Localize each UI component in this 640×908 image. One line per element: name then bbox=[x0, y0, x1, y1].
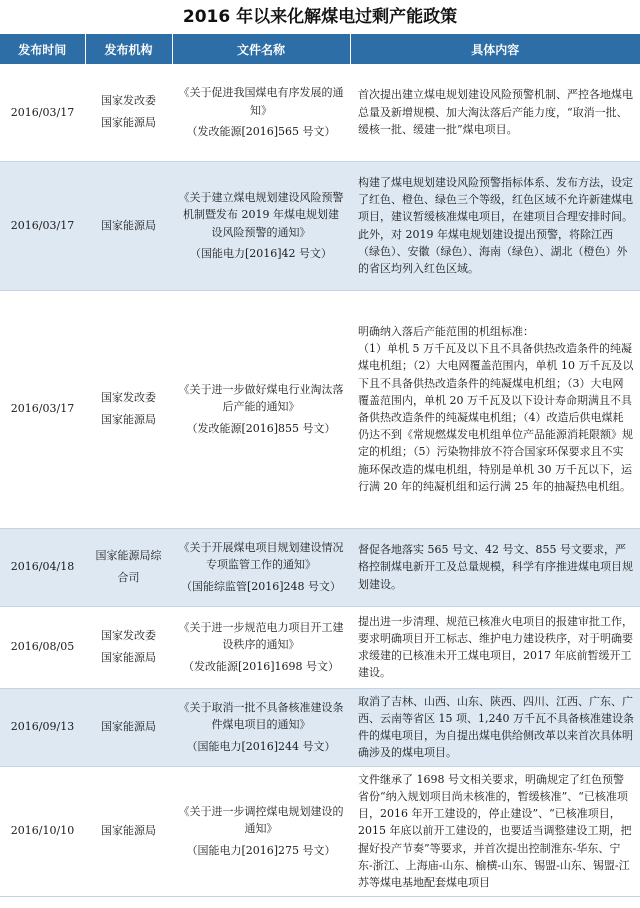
cell-content bbox=[350, 161, 640, 290]
file-number: （发改能源[2016]855 号文） bbox=[186, 421, 336, 435]
cell-file bbox=[172, 688, 350, 766]
table-row bbox=[0, 688, 640, 766]
file-name: 《关于开展煤电项目规划建设情况专项监管工作的通知》 bbox=[178, 541, 344, 572]
policy-table bbox=[0, 34, 640, 897]
content-paragraph: （1）单机 5 万千瓦及以下且不具备供热改造条件的纯凝煤电机组；（2）大电网覆盖范围内，单机 10 万千瓦及以下且不具备供热改造条件的纯凝煤电机组；（3）大电网覆盖范围内，单机 20 万千瓦及以下设计寿命期满且不具备供热改造条件的纯凝煤电机组；（4）改造后供电煤耗仍达不到《常规燃煤发电机组单位产品能源消耗限额》规定的机组；（5）污染物排放不符合国家环保要求且不实施环保改造的煤电机组，特别是单机 30 万千瓦以下，运行满 20 年的纯凝机组和运行满 25 年的抽凝热电机组。 bbox=[358, 342, 634, 493]
file-name: 《关于促进我国煤电有序发展的通知》 bbox=[178, 86, 344, 117]
content-paragraph: 文件继承了 1698 号文相关要求，明确规定了红色预警省份“纳入规划项目尚未核准的，暂缓核准”、“已核准项目，2016 年开工建设的，停止建设”、“已核准项目，2015 年底以前开工建设的，也要适当调整建设工期，把握好投产节奏”等要求，并首次提出控制淮东-华东、宁东-浙江、上海庙-山东、榆横-山东、锡盟-山东、锡盟-江苏等煤电基地配套煤电项目 bbox=[358, 772, 632, 889]
file-number: （发改能源[2016]1698 号文） bbox=[182, 659, 340, 673]
file-number: （国能综监管[2016]248 号文） bbox=[180, 579, 342, 593]
cell-content bbox=[350, 64, 640, 161]
cell-org: 国家能源局 bbox=[85, 688, 172, 766]
cell-date: 2016/04/18 bbox=[0, 528, 85, 606]
cell-date: 2016/03/17 bbox=[0, 64, 85, 161]
cell-file bbox=[172, 290, 350, 528]
column-header-date: 发布时间 bbox=[0, 34, 85, 64]
cell-content bbox=[350, 290, 640, 528]
cell-date: 2016/03/17 bbox=[0, 290, 85, 528]
cell-content bbox=[350, 688, 640, 766]
table-row bbox=[0, 606, 640, 688]
cell-content bbox=[350, 606, 640, 688]
cell-file bbox=[172, 161, 350, 290]
content-paragraph: 构建了煤电规划建设风险预警指标体系、发布方法，设定了红色、橙色、绿色三个等级，红色区域不允许新建煤电项目，建议暂缓核准煤电项目，在建项目合理安排时间。此外，对 2019 年煤电规划建设提出预警，将除江西（绿色）、安徽（绿色）、海南（绿色）、湖北（橙色）外的省区均列入红色区域。 bbox=[358, 175, 633, 275]
content-paragraph: 取消了吉林、山西、山东、陕西、四川、江西、广东、广西、云南等省区 15 项、1,240 万千瓦不具备核准建设条件的煤电项目，为自提出煤电供给侧改革以来首次具体明确涉及的煤电项目。 bbox=[358, 694, 634, 760]
cell-org: 国家能源局 bbox=[85, 766, 172, 896]
file-name: 《关于建立煤电规划建设风险预警机制暨发布 2019 年煤电规划建设风险预警的通知》 bbox=[178, 191, 344, 239]
cell-org: 国家能源局综 合司 bbox=[85, 528, 172, 606]
cell-org: 国家发改委 国家能源局 bbox=[85, 64, 172, 161]
file-number: （发改能源[2016]565 号文） bbox=[186, 124, 336, 138]
cell-file bbox=[172, 528, 350, 606]
cell-date: 2016/09/13 bbox=[0, 688, 85, 766]
cell-org: 国家发改委 国家能源局 bbox=[85, 606, 172, 688]
table-row bbox=[0, 64, 640, 161]
cell-file bbox=[172, 64, 350, 161]
cell-file bbox=[172, 606, 350, 688]
file-number: （国能电力[2016]244 号文） bbox=[186, 739, 336, 753]
content-paragraph: 提出进一步清理、规范已核准火电项目的报建审批工作，要求明确项目开工标志、维护电力建设秩序，对于明确要求缓建的已核准未开工煤电项目，2017 年底前暂缓开工建设。 bbox=[358, 614, 633, 680]
cell-file bbox=[172, 766, 350, 896]
table-row bbox=[0, 766, 640, 896]
content-paragraph: 首次提出建立煤电规划建设风险预警机制、严控各地煤电总量及新增规模、加大淘汰落后产能力度，“取消一批、缓核一批、缓建一批”煤电项目。 bbox=[358, 88, 633, 136]
cell-content bbox=[350, 766, 640, 896]
table-row bbox=[0, 161, 640, 290]
file-name: 《关于取消一批不具备核准建设条件煤电项目的通知》 bbox=[178, 701, 344, 732]
content-paragraph: 督促各地落实 565 号文、42 号文、855 号文要求，严格控制煤电新开工及总量规模，科学有序推进煤电项目规划建设。 bbox=[358, 543, 633, 591]
cell-org: 国家能源局 bbox=[85, 161, 172, 290]
table-header-row bbox=[0, 34, 640, 64]
file-number: （国能电力[2016]42 号文） bbox=[189, 246, 333, 260]
file-name: 《关于进一步规范电力项目开工建设秩序的通知》 bbox=[178, 621, 344, 652]
page-title: 2016 年以来化解煤电过剩产能政策 bbox=[182, 7, 458, 27]
table-row bbox=[0, 528, 640, 606]
cell-content bbox=[350, 528, 640, 606]
table-row bbox=[0, 290, 640, 528]
file-name: 《关于进一步调控煤电规划建设的通知》 bbox=[178, 805, 344, 836]
file-name: 《关于进一步做好煤电行业淘汰落后产能的通知》 bbox=[178, 383, 344, 414]
column-header-org: 发布机构 bbox=[85, 34, 172, 64]
file-number: （国能电力[2016]275 号文） bbox=[186, 843, 336, 857]
cell-date: 2016/08/05 bbox=[0, 606, 85, 688]
cell-date: 2016/10/10 bbox=[0, 766, 85, 896]
cell-date: 2016/03/17 bbox=[0, 161, 85, 290]
content-paragraph: 明确纳入落后产能范围的机组标准： bbox=[358, 324, 534, 338]
column-header-content: 具体内容 bbox=[350, 34, 640, 64]
column-header-file: 文件名称 bbox=[172, 34, 350, 64]
cell-org: 国家发改委 国家能源局 bbox=[85, 290, 172, 528]
